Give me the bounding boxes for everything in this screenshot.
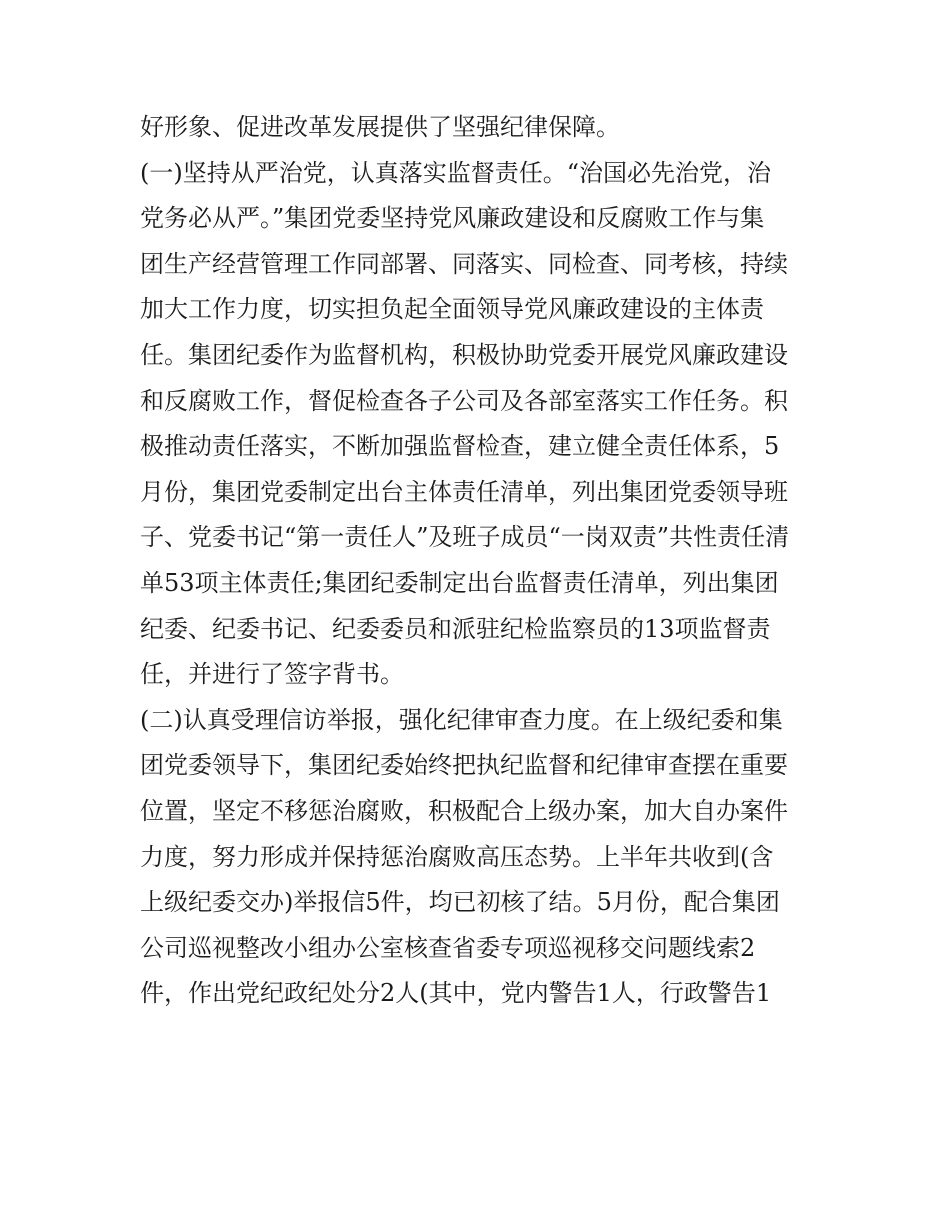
text-line: 上级纪委交办)举报信5件，均已初核了结。5月份，配合集团 xyxy=(140,888,780,917)
text-line: 公司巡视整改小组办公室核查省委专项巡视移交问题线索2 xyxy=(140,933,756,962)
text-line: 件，作出党纪政纪处分2人(其中，党内警告1人，行政警告1 xyxy=(140,979,772,1008)
text-line: 和反腐败工作，督促检查各子公司及各部室落实工作任务。积 xyxy=(140,386,788,415)
text-line: 党务必从严。”集团党委坚持党风廉政建设和反腐败工作与集 xyxy=(140,204,765,233)
text-line: 团生产经营管理工作同部署、同落实、同检查、同考核，持续 xyxy=(140,249,788,278)
text-line: (二)认真受理信访举报，强化纪律审查力度。在上级纪委和集 xyxy=(140,705,783,734)
text-line: 子、党委书记“第一责任人”及班子成员“一岗双责”共性责任清 xyxy=(140,523,790,552)
text-line: 任。集团纪委作为监督机构，积极协助党委开展党风廉政建设 xyxy=(140,340,788,369)
text-line: 月份，集团党委制定出台主体责任清单，列出集团党委领导班 xyxy=(140,477,788,506)
text-line: 加大工作力度，切实担负起全面领导党风廉政建设的主体责 xyxy=(140,295,764,324)
text-line: 力度，努力形成并保持惩治腐败高压态势。上半年共收到(含 xyxy=(140,842,774,871)
text-line: 任，并进行了签字背书。 xyxy=(140,660,404,689)
text-line: 单53项主体责任;集团纪委制定出台监督责任清单，列出集团 xyxy=(140,568,779,597)
text-line: 团党委领导下，集团纪委始终把执纪监督和纪律审查摆在重要 xyxy=(140,751,788,780)
text-line: 位置，坚定不移惩治腐败，积极配合上级办案，加大自办案件 xyxy=(140,796,788,825)
text-line: 好形象、促进改革发展提供了坚强纪律保障。 xyxy=(140,113,620,141)
text-line: 极推动责任落实，不断加强监督检查，建立健全责任体系，5 xyxy=(140,432,780,461)
body-text xyxy=(140,105,820,1017)
text-line: (一)坚持从严治党，认真落实监督责任。“治国必先治党，治 xyxy=(140,158,771,187)
text-line: 纪委、纪委书记、纪委委员和派驻纪检监察员的13项监督责 xyxy=(140,614,771,643)
